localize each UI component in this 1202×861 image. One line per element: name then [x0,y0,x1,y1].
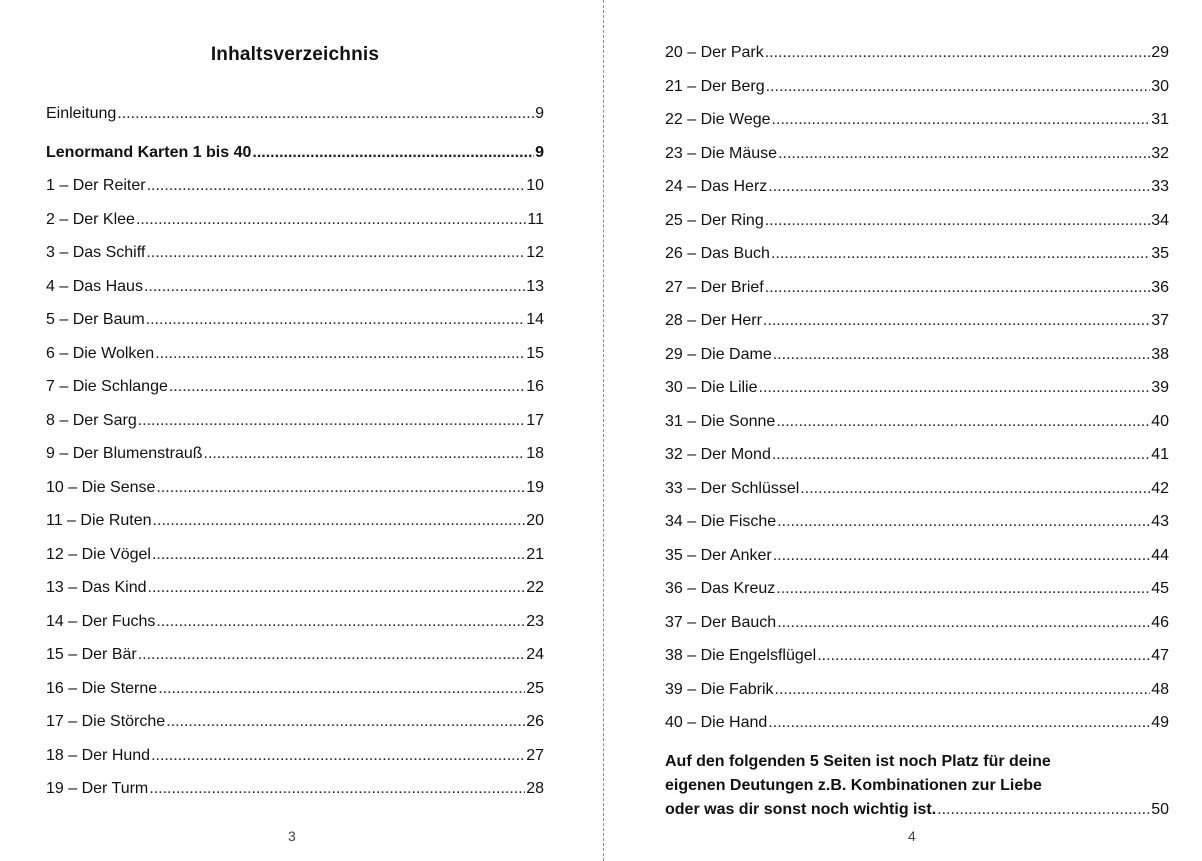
dot-leader [117,104,534,124]
toc-entry-label: 38 – Die Engelsflügel [665,647,817,664]
dot-leader [776,412,1150,432]
toc-entry-page: 14 [526,311,544,328]
dot-leader [777,512,1150,532]
dot-leader [771,244,1150,264]
toc-entry-label: 18 – Der Hund [46,746,151,764]
dot-leader [817,646,1150,666]
toc-entry [665,646,1169,680]
toc-entry [665,77,1169,111]
toc-entry [46,578,544,612]
toc-entry [665,445,1169,479]
toc-entry-page: 26 [526,713,544,730]
toc-entry [665,479,1169,513]
toc-entry-label: 32 – Der Mond [665,446,771,463]
toc-entry-page: 32 [1151,144,1169,162]
dot-leader [777,613,1150,633]
toc-entry-page: 23 [526,612,544,630]
dot-leader [155,344,525,364]
toc-entry [46,143,544,177]
toc-entry [665,144,1169,178]
toc-entry-label: 13 – Das Kind [46,579,147,596]
toc-entry-page: 45 [1151,580,1169,597]
dot-leader [147,176,526,196]
toc-entry-label: 30 – Die Lilie [665,379,758,396]
toc-entry-label: 21 – Der Berg [665,77,765,95]
toc-list-left [46,104,544,813]
toc-entry-page: 12 [526,244,544,261]
dot-leader [772,110,1151,130]
page-number-left: 3 [288,828,296,844]
dot-leader [156,612,525,632]
dot-leader [772,445,1150,465]
dot-leader [156,478,525,498]
toc-entry-label: 34 – Die Fische [665,513,777,530]
right-page [606,0,1202,861]
toc-entry [665,278,1169,312]
dot-leader [152,545,525,565]
toc-entry-label: 22 – Die Wege [665,111,771,128]
toc-entry-page: 15 [526,344,544,362]
toc-entry-label: 31 – Die Sonne [665,412,776,430]
toc-entry [46,310,544,344]
toc-entry-page: 42 [1151,479,1169,497]
toc-entry-page: 16 [526,378,544,395]
dot-leader [148,578,526,598]
toc-entry-label: 15 – Der Bär [46,646,137,663]
dot-leader [169,377,525,397]
toc-entry-label: Einleitung [46,105,117,122]
toc-entry-label: 6 – Die Wolken [46,344,155,362]
dot-leader [766,77,1151,97]
toc-entry-label: 5 – Der Baum [46,311,145,328]
toc-entry-page: 20 [526,512,544,529]
toc-entry-page: 24 [526,646,544,663]
toc-entry [46,377,544,411]
toc-entry [665,412,1169,446]
toc-entry-page: 19 [526,478,544,496]
toc-entry-label: 2 – Der Klee [46,210,135,228]
dot-leader [151,746,525,766]
toc-entry [46,612,544,646]
notes-entry [665,750,1169,822]
toc-entry-label: 23 – Die Mäuse [665,144,778,162]
toc-entry-page: 25 [526,679,544,697]
toc-entry [46,679,544,713]
toc-entry-page: 40 [1151,412,1169,430]
toc-entry-label: 29 – Die Dame [665,345,772,363]
toc-entry-page: 29 [1151,44,1169,61]
dot-leader [204,444,526,464]
toc-entry [46,176,544,210]
dot-leader [775,680,1151,700]
toc-entry [46,478,544,512]
toc-entry-label: 8 – Der Sarg [46,411,137,429]
toc-entry [665,579,1169,613]
toc-entry [665,345,1169,379]
toc-entry [665,378,1169,412]
toc-entry-label: 28 – Der Herr [665,312,762,329]
toc-entry-label: 1 – Der Reiter [46,177,146,194]
dot-leader [765,43,1150,63]
toc-entry [665,211,1169,245]
toc-entry [46,277,544,311]
dot-leader [937,798,1150,822]
toc-entry-label: 27 – Der Brief [665,278,764,296]
toc-list-right [665,43,1169,747]
dot-leader [138,411,525,431]
toc-entry [665,680,1169,714]
dot-leader [765,278,1150,298]
notes-line-3-text: oder was dir sonst noch wichtig ist. [665,801,937,818]
toc-entry-page: 9 [535,105,544,122]
toc-entry-label: 17 – Die Störche [46,713,166,730]
dot-leader [768,177,1150,197]
toc-entry-label: 10 – Die Sense [46,478,156,496]
toc-entry-label: 37 – Der Bauch [665,613,777,631]
toc-entry-page: 43 [1151,513,1169,530]
toc-entry-label: 36 – Das Kreuz [665,580,776,597]
dot-leader [166,712,525,732]
dot-leader [759,378,1151,398]
notes-page: 50 [1151,801,1169,818]
toc-entry-label: 7 – Die Schlange [46,378,168,395]
toc-entry [46,444,544,478]
toc-entry-page: 11 [527,210,544,228]
toc-entry [665,43,1169,77]
toc-entry-label: 4 – Das Haus [46,277,143,295]
toc-entry [665,177,1169,211]
toc-entry [46,104,544,138]
toc-entry-label: 35 – Der Anker [665,546,772,564]
toc-entry [665,244,1169,278]
toc-entry [46,411,544,445]
toc-entry-label: 9 – Der Blumenstrauß [46,445,203,462]
toc-entry [665,110,1169,144]
toc-entry [46,779,544,813]
toc-entry [665,713,1169,747]
dot-leader [765,211,1150,231]
toc-entry-page: 30 [1151,77,1169,95]
toc-entry-label: 26 – Das Buch [665,245,770,262]
toc-entry-page: 36 [1151,278,1169,296]
toc-entry-page: 46 [1151,613,1169,631]
page-number-right: 4 [908,828,916,844]
toc-entry-label: 16 – Die Sterne [46,679,158,697]
toc-entry-label: 3 – Das Schiff [46,244,146,261]
dot-leader [146,243,525,263]
dot-leader [149,779,525,799]
toc-entry [46,210,544,244]
dot-leader [252,143,534,163]
toc-entry-page: 44 [1151,546,1169,564]
toc-entry [46,243,544,277]
toc-entry-page: 41 [1151,446,1169,463]
toc-entry-page: 37 [1151,312,1169,329]
toc-entry [665,613,1169,647]
toc-entry-label: 12 – Die Vögel [46,545,151,563]
dot-leader [773,345,1150,365]
toc-entry-label: 33 – Der Schlüssel [665,479,800,497]
toc-entry-label: 25 – Der Ring [665,211,764,229]
toc-entry [46,712,544,746]
toc-entry-page: 33 [1151,178,1169,195]
toc-entry-page: 47 [1151,647,1169,664]
toc-entry-label: 11 – Die Ruten [46,512,152,529]
toc-entry-label: 20 – Der Park [665,44,764,61]
dot-leader [146,310,525,330]
toc-entry [46,344,544,378]
page-divider [603,0,604,861]
dot-leader [776,579,1150,599]
toc-entry-page: 31 [1151,111,1169,128]
toc-entry [665,546,1169,580]
dot-leader [136,210,526,230]
dot-leader [158,679,525,699]
toc-entry [46,511,544,545]
toc-entry-page: 35 [1151,245,1169,262]
toc-entry-label: Lenormand Karten 1 bis 40 [46,143,252,161]
toc-entry [46,746,544,780]
notes-line-1: Auf den folgenden 5 Seiten ist noch Platz für deine [665,753,1051,770]
dot-leader [773,546,1150,566]
toc-entry [46,545,544,579]
dot-leader [153,511,526,531]
toc-entry-page: 13 [526,277,544,295]
toc-entry-page: 21 [526,545,544,563]
toc-entry-page: 18 [526,445,544,462]
toc-entry-page: 28 [526,780,544,797]
toc-entry [46,645,544,679]
toc-entry-page: 48 [1151,680,1169,698]
dot-leader [778,144,1150,164]
toc-entry-label: 39 – Die Fabrik [665,680,774,698]
toc-entry-page: 10 [526,177,544,194]
dot-leader [800,479,1150,499]
toc-entry-label: 24 – Das Herz [665,178,768,195]
toc-entry [665,311,1169,345]
toc-entry [665,512,1169,546]
toc-entry-label: 19 – Der Turm [46,780,149,797]
toc-entry-page: 34 [1151,211,1169,229]
dot-leader [768,713,1150,733]
toc-entry-page: 38 [1151,345,1169,363]
toc-entry-page: 27 [526,746,544,764]
toc-entry-page: 49 [1151,714,1169,731]
notes-line-3 [665,798,1169,822]
notes-line-2: eigenen Deutungen z.B. Kombinationen zur Liebe [665,777,1042,794]
toc-entry-page: 17 [526,411,544,429]
toc-entry-page: 39 [1151,379,1169,396]
dot-leader [144,277,525,297]
dot-leader [763,311,1150,331]
dot-leader [138,645,525,665]
toc-entry-page: 9 [535,143,544,161]
toc-title: Inhaltsverzeichnis [210,44,380,65]
toc-entry-label: 40 – Die Hand [665,714,768,731]
toc-entry-page: 22 [526,579,544,596]
toc-entry-label: 14 – Der Fuchs [46,612,156,630]
